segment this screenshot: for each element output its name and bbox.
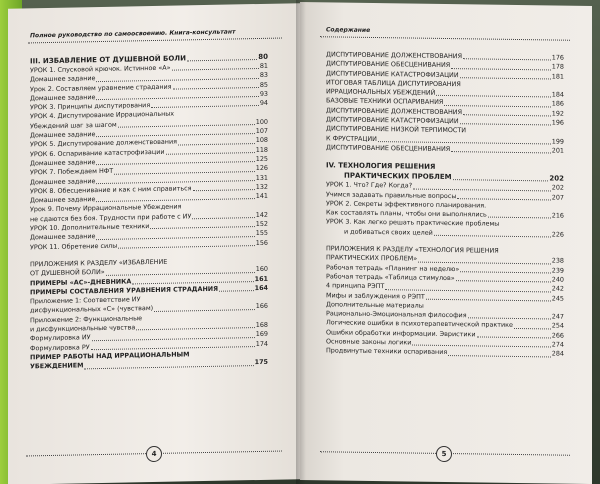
toc-entry: ДИСПУТИРОВАНИЕ НИЗКОЙ ТЕРПИМОСТИ	[326, 124, 467, 135]
toc-entry: 4 принципа РЭПТ 242	[326, 281, 564, 293]
toc-entry: УРОК 1. Спусковой крючок. Истинное «А» 81	[30, 61, 268, 75]
toc-entry: УРОК 10. Дополнительные техники 152	[30, 219, 268, 233]
toc-entry: Убеждений шаг за шагом 100	[30, 117, 268, 131]
left-running-head: Полное руководство по самоосвоению. Книга-консультант	[30, 28, 236, 40]
toc-entry: Логические ошибки в психотерапевтической практике 254	[326, 318, 564, 331]
toc-entry: УРОК 4. Диспутирование Иррациональных	[30, 110, 175, 121]
toc-entry: УРОК 1. Что? Где? Когда? 202	[326, 180, 564, 192]
toc-entry: УРОК 3. Как легко решать практические проблемы	[326, 217, 500, 229]
toc-entry: Приложение 1: Соответствие ИУ	[30, 295, 141, 306]
toc-entry: УРОК 8. Обесценивание и как с ним справиться 132	[30, 182, 268, 196]
toc-entry: Рационально-Эмоциональная философия 247	[326, 309, 564, 321]
toc-entry: Формулировка ИУ 169	[30, 330, 268, 343]
right-page	[300, 2, 592, 484]
toc-entry: Ошибки обработки информации. Эвристики 266	[326, 328, 564, 340]
toc-entry: Домашнее задание 107	[30, 126, 268, 140]
toc-entry: и добиваться своих целей 226	[344, 227, 564, 239]
toc-entry: Как составлять планы, чтобы они выполнялись 216	[326, 208, 564, 220]
toc-entry: ПРИМЕРЫ «АС»-ДНЕВНИКА 161	[30, 274, 268, 287]
right-head-rule	[320, 36, 570, 40]
toc-entry: УБЕЖДЕНИЕМ 175	[30, 358, 268, 371]
toc-entry: ОТ ДУШЕВНОЙ БОЛИ» 160	[30, 265, 268, 278]
toc-entry: ДИСПУТИРОВАНИЕ КАТАСТРОФИЗАЦИИ 196	[326, 115, 564, 127]
toc-entry: Формулировка РУ 174	[30, 339, 268, 352]
toc-entry: УРОК 11. Обретение силы 156	[30, 238, 268, 252]
toc-entry: Домашнее задание 155	[30, 229, 268, 242]
toc-entry: III. ИЗБАВЛЕНИЕ ОТ ДУШЕВНОЙ БОЛИ 80	[30, 52, 268, 66]
toc-entry: Домашнее задание 83	[30, 71, 268, 84]
toc-entry: Домашнее задание 125	[30, 154, 268, 168]
right-toc	[326, 50, 564, 359]
toc-entry: ДИСПУТИРОВАНИЕ ДОЛЖЕНСТВОВАНИЯ 176	[326, 50, 564, 62]
toc-entry: ПРИМЕР РАБОТЫ НАД ИРРАЦИОНАЛЬНЫМ	[30, 350, 190, 362]
toc-entry: УРОК 2. Секреты эффективного планирования.	[326, 199, 487, 210]
toc-entry: УРОК 3. Принципы диспутирования 94	[30, 98, 268, 112]
toc-entry: УРОК 7. Побеждаем НФТ 126	[30, 164, 268, 177]
toc-entry: Продвинутые техники оспаривания 284	[326, 346, 564, 358]
left-toc	[30, 52, 268, 372]
toc-entry: Урок 9. Почему Иррациональные Убеждения	[30, 202, 182, 214]
toc-entry: БАЗОВЫЕ ТЕХНИКИ ОСПАРИВАНИЯ 186	[326, 96, 564, 109]
toc-entry: Дополнительные материалы	[326, 300, 424, 310]
toc-entry: ДИСПУТИРОВАНИЕ ОБЕСЦЕНИВАНИЯ 178	[326, 59, 564, 71]
toc-entry: ПРАКТИЧЕСКИХ ПРОБЛЕМ 202	[344, 171, 564, 183]
left-page	[8, 3, 300, 484]
book-spine-shadow	[296, 0, 306, 484]
toc-entry: IV. ТЕХНОЛОГИЯ РЕШЕНИЯ	[326, 161, 436, 172]
toc-entry: УРОК 5. Диспутирование долженствования 108	[30, 136, 268, 149]
toc-entry: Домашнее задание 131	[30, 173, 268, 186]
left-page-number: 4	[146, 446, 162, 462]
toc-entry: ДИСПУТИРОВАНИЕ КАТАСТРОФИЗАЦИИ 181	[326, 68, 564, 81]
toc-entry: и дисфункциональные чувства 168	[30, 320, 268, 334]
right-running-head: Содержание	[326, 26, 371, 34]
toc-entry: Домашнее задание 93	[30, 89, 268, 103]
toc-entry: ПРАКТИЧЕСКИХ ПРОБЛЕМ» 238	[326, 253, 564, 265]
toc-entry: ПРИМЕРЫ СОСТАВЛЕНИЯ УРАВНЕНИЯ СТРАДАНИЯ 164	[30, 283, 268, 297]
toc-entry: дисфункциональных «С» (чувствам) 166	[30, 302, 268, 315]
toc-entry: УРОК 6. Оспаривание катастрофизации 118	[30, 145, 268, 159]
toc-entry: К ФРУСТРАЦИИ 199	[326, 133, 564, 146]
toc-entry: Основные законы логики 274	[326, 337, 564, 349]
toc-entry: Мифы и заблуждения о РЭПТ 245	[326, 290, 564, 303]
toc-entry: Приложение 2: Функциональные	[30, 313, 143, 325]
toc-entry: ДИСПУТИРОВАНИЕ ОБЕСЦЕНИВАНИЯ 201	[326, 143, 564, 155]
toc-entry: Урок 2. Составляем уравнение страдания 85	[30, 80, 268, 93]
toc-entry: ДИСПУТИРОВАНИЕ ДОЛЖЕНСТВОВАНИЯ 192	[326, 106, 564, 118]
toc-entry: ПРИЛОЖЕНИЯ К РАЗДЕЛУ «ТЕХНОЛОГИЯ РЕШЕНИЯ	[326, 244, 499, 255]
toc-entry: Домашнее задание 141	[30, 191, 268, 205]
toc-entry: ИРРАЦИОНАЛЬНЫХ УБЕЖДЕНИЙ 184	[326, 87, 564, 99]
toc-entry: Учимся задавать правильные вопросы 207	[326, 189, 564, 202]
toc-entry: не сдаются без боя. Трудности при работе с ИУ 142	[30, 210, 268, 224]
toc-entry: Рабочая тетрадь «Планинг на неделю» 239	[326, 262, 564, 275]
right-page-number: 5	[436, 446, 452, 462]
toc-entry: ПРИЛОЖЕНИЯ К РАЗДЕЛУ «ИЗБАВЛЕНИЕ	[30, 257, 168, 269]
toc-entry: ИТОГОВАЯ ТАБЛИЦА ДИСПУТИРОВАНИЯ	[326, 78, 461, 89]
toc-entry: Рабочая тетрадь «Таблица стимулов» 240	[326, 272, 564, 284]
